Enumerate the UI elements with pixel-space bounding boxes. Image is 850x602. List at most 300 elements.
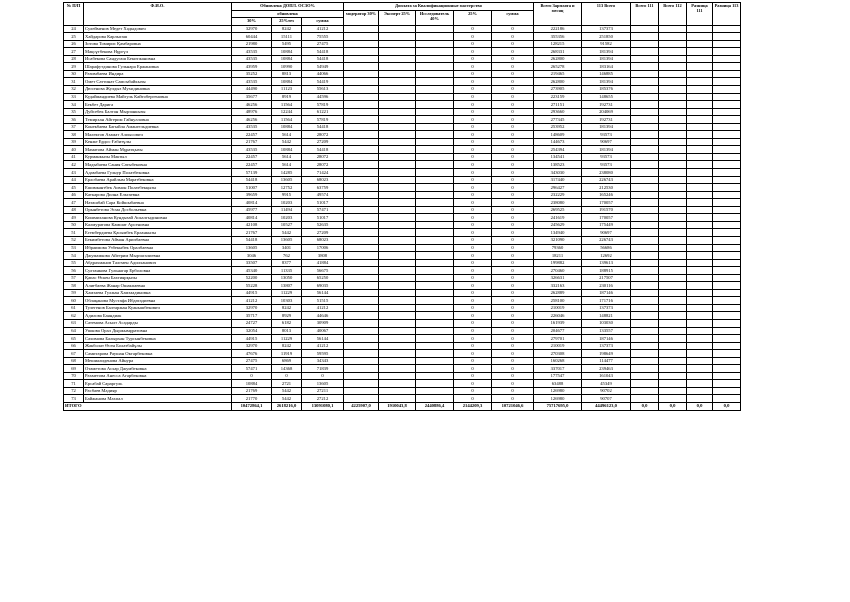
table-cell	[379, 327, 416, 335]
table-cell	[379, 229, 416, 237]
row-number: 61	[64, 304, 84, 312]
total-cell: 0,0	[713, 402, 741, 410]
table-row	[64, 282, 741, 290]
table-cell	[631, 297, 659, 305]
employee-name: Бекимбетова Айман Арипбаевна	[84, 236, 232, 244]
table-cell	[687, 252, 713, 260]
table-cell: 35252	[232, 70, 272, 78]
table-cell	[379, 387, 416, 395]
table-cell	[416, 304, 454, 312]
table-cell: 54418	[302, 55, 344, 63]
row-number: 63	[64, 319, 84, 327]
table-cell: 46256	[232, 101, 272, 109]
table-cell: 296427	[534, 184, 582, 192]
table-cell	[713, 319, 741, 327]
employee-name: Султанкова Гульнагар Ерболовна	[84, 267, 232, 275]
table-cell	[379, 191, 416, 199]
table-cell: 13605	[272, 176, 302, 184]
table-cell: 262800	[534, 78, 582, 86]
total-cell: 44496123,0	[582, 402, 631, 410]
table-cell	[344, 86, 379, 94]
table-cell: 0	[454, 236, 492, 244]
table-row	[64, 327, 741, 335]
table-cell	[713, 169, 741, 177]
table-cell: 188915	[582, 267, 631, 275]
table-cell: 332163	[534, 282, 582, 290]
table-cell: 133557	[582, 327, 631, 335]
table-cell	[631, 184, 659, 192]
employee-name: Курманкызы Мактыл	[84, 153, 232, 161]
table-cell	[344, 199, 379, 207]
table-cell: 69035	[302, 282, 344, 290]
table-cell	[687, 138, 713, 146]
table-cell	[713, 214, 741, 222]
table-cell	[379, 289, 416, 297]
table-cell: 0	[454, 229, 492, 237]
table-cell: 3808	[302, 252, 344, 260]
table-cell	[344, 108, 379, 116]
table-row	[64, 244, 741, 252]
table-cell: 245629	[534, 221, 582, 229]
header-expert: Эксперт 25%	[379, 10, 416, 25]
table-cell	[344, 372, 379, 380]
table-cell: 40067	[302, 327, 344, 335]
table-cell	[713, 282, 741, 290]
table-cell	[687, 350, 713, 358]
table-cell	[713, 25, 741, 33]
table-cell	[631, 252, 659, 260]
table-cell: 146885	[582, 70, 631, 78]
table-cell	[687, 25, 713, 33]
table-cell: 14368	[272, 365, 302, 373]
table-cell	[659, 40, 687, 48]
table-cell: 161939	[534, 319, 582, 327]
row-number: 48	[64, 206, 84, 214]
table-cell: 185376	[582, 86, 631, 94]
table-cell: 93573	[582, 161, 631, 169]
table-cell: 41212	[302, 342, 344, 350]
table-cell	[344, 387, 379, 395]
table-cell	[713, 236, 741, 244]
table-cell	[416, 350, 454, 358]
table-cell: 273905	[534, 86, 582, 94]
table-cell	[631, 33, 659, 41]
table-cell	[713, 380, 741, 388]
table-cell: 90707	[582, 395, 631, 403]
table-cell	[659, 387, 687, 395]
row-number: 36	[64, 116, 84, 124]
header-row-1	[64, 3, 741, 11]
table-cell: 0	[454, 86, 492, 94]
table-cell	[687, 274, 713, 282]
row-number: 49	[64, 214, 84, 222]
table-cell: 192731	[582, 101, 631, 109]
table-cell: 28072	[302, 161, 344, 169]
table-cell	[344, 78, 379, 86]
table-cell	[659, 274, 687, 282]
table-cell	[416, 101, 454, 109]
table-cell: 181394	[582, 78, 631, 86]
table-cell	[416, 93, 454, 101]
table-cell	[416, 70, 454, 78]
table-cell	[687, 335, 713, 343]
table-cell: 11335	[272, 267, 302, 275]
row-number: 72	[64, 387, 84, 395]
table-cell: 8929	[272, 312, 302, 320]
row-number: 55	[64, 259, 84, 267]
row-number: 67	[64, 350, 84, 358]
table-cell	[344, 350, 379, 358]
table-cell: 71424	[302, 169, 344, 177]
table-cell	[659, 116, 687, 124]
row-number: 66	[64, 342, 84, 350]
table-cell	[344, 153, 379, 161]
table-row	[64, 206, 741, 214]
table-row	[64, 199, 741, 207]
table-row	[64, 78, 741, 86]
table-cell	[344, 380, 379, 388]
table-row	[64, 350, 741, 358]
table-cell: 254394	[534, 146, 582, 154]
table-cell	[713, 161, 741, 169]
table-cell	[416, 123, 454, 131]
table-cell	[416, 274, 454, 282]
table-cell	[344, 289, 379, 297]
employee-name: Сахимова Балырхан Турсынбековна	[84, 335, 232, 343]
table-cell: 90697	[582, 229, 631, 237]
table-cell	[379, 101, 416, 109]
table-cell: 0	[302, 372, 344, 380]
table-cell	[631, 78, 659, 86]
table-cell: 22457	[232, 161, 272, 169]
table-cell: 51017	[302, 214, 344, 222]
table-row	[64, 335, 741, 343]
employee-name: Ушкова Орал Дыржымұратовна	[84, 327, 232, 335]
table-cell: 11229	[272, 335, 302, 343]
table-cell	[687, 78, 713, 86]
table-cell: 34343	[302, 357, 344, 365]
table-cell: 12244	[272, 108, 302, 116]
table-cell: 0	[232, 372, 272, 380]
table-cell	[379, 214, 416, 222]
table-cell: 57139	[232, 169, 272, 177]
table-cell	[344, 161, 379, 169]
row-number: 57	[64, 274, 84, 282]
table-cell: 134541	[534, 153, 582, 161]
table-cell: 187146	[582, 335, 631, 343]
table-cell: 54418	[302, 48, 344, 56]
table-cell	[416, 312, 454, 320]
table-cell	[416, 116, 454, 124]
table-cell: 22457	[232, 153, 272, 161]
table-cell: 40814	[232, 199, 272, 207]
table-cell	[416, 221, 454, 229]
table-cell: 32970	[232, 25, 272, 33]
table-cell: 137373	[582, 304, 631, 312]
table-cell: 0	[492, 342, 534, 350]
row-number: 62	[64, 312, 84, 320]
employee-name: Омет Саттинат Самсыбайкызы	[84, 78, 232, 86]
table-row	[64, 252, 741, 260]
table-cell: 0	[454, 184, 492, 192]
table-cell	[416, 244, 454, 252]
employee-name: Каткарова Дилна Ельтаевна	[84, 191, 232, 199]
table-cell	[631, 101, 659, 109]
table-cell: 0	[454, 146, 492, 154]
table-row	[64, 380, 741, 388]
table-cell	[659, 131, 687, 139]
row-number: 39	[64, 138, 84, 146]
table-cell	[687, 123, 713, 131]
table-cell	[416, 387, 454, 395]
table-cell	[687, 70, 713, 78]
table-row	[64, 274, 741, 282]
table-cell	[344, 274, 379, 282]
table-cell: 3401	[272, 244, 302, 252]
table-cell: 41212	[302, 25, 344, 33]
table-cell: 317440	[534, 176, 582, 184]
table-cell: 0	[454, 48, 492, 56]
table-cell: 51017	[302, 199, 344, 207]
table-cell: 187146	[582, 289, 631, 297]
table-cell: 32970	[232, 304, 272, 312]
table-cell	[379, 108, 416, 116]
total-cell: 2144209,3	[454, 402, 492, 410]
table-row	[64, 259, 741, 267]
table-cell	[659, 123, 687, 131]
table-cell	[416, 289, 454, 297]
row-number: 40	[64, 146, 84, 154]
table-cell	[631, 312, 659, 320]
employee-name: Тулегенов Балтаржан Куанышбекович	[84, 304, 232, 312]
table-cell	[713, 372, 741, 380]
table-cell	[344, 55, 379, 63]
table-cell	[687, 33, 713, 41]
total-cell: 0,0	[687, 402, 713, 410]
table-cell	[379, 312, 416, 320]
total-cell: 0,0	[631, 402, 659, 410]
table-cell	[379, 40, 416, 48]
total-cell: 13091080,1	[302, 402, 344, 410]
table-cell: 63759	[302, 184, 344, 192]
table-cell	[631, 229, 659, 237]
table-cell	[713, 146, 741, 154]
table-cell: 8242	[272, 342, 302, 350]
table-cell: 210019	[534, 304, 582, 312]
table-cell	[659, 335, 687, 343]
table-cell	[713, 78, 741, 86]
table-cell: 65250	[302, 274, 344, 282]
table-cell: 134940	[534, 229, 582, 237]
table-cell: 0	[454, 25, 492, 33]
table-cell	[344, 101, 379, 109]
table-cell: 170057	[582, 199, 631, 207]
header-pct25: 25%тез	[272, 18, 302, 26]
table-cell: 0	[454, 33, 492, 41]
table-cell: 8013	[272, 327, 302, 335]
table-cell: 56675	[302, 267, 344, 275]
table-cell: 199882	[534, 259, 582, 267]
table-cell: 177547	[534, 372, 582, 380]
row-number: 47	[64, 199, 84, 207]
table-cell: 0	[492, 214, 534, 222]
table-cell	[631, 327, 659, 335]
table-cell: 10884	[272, 146, 302, 154]
table-cell: 148609	[534, 131, 582, 139]
table-cell: 56686	[582, 244, 631, 252]
table-cell	[631, 131, 659, 139]
table-cell	[659, 138, 687, 146]
table-cell	[713, 357, 741, 365]
table-cell	[631, 319, 659, 327]
table-cell: 68023	[302, 236, 344, 244]
table-cell: 8242	[272, 304, 302, 312]
table-cell	[687, 365, 713, 373]
table-cell: 8813	[272, 70, 302, 78]
table-cell: 144673	[534, 138, 582, 146]
table-row	[64, 357, 741, 365]
table-cell: 60444	[232, 33, 272, 41]
table-cell	[659, 365, 687, 373]
table-cell: 238080	[582, 169, 631, 177]
table-cell	[659, 191, 687, 199]
row-number: 27	[64, 48, 84, 56]
table-cell	[713, 48, 741, 56]
table-cell: 170057	[582, 214, 631, 222]
table-cell: 0	[454, 259, 492, 267]
table-cell	[713, 221, 741, 229]
employee-name: Кенже Ердос Ғабитұлы	[84, 138, 232, 146]
table-cell: 0	[492, 184, 534, 192]
table-cell: 0	[454, 138, 492, 146]
table-cell	[344, 146, 379, 154]
table-cell: 0	[492, 380, 534, 388]
row-number: 53	[64, 244, 84, 252]
table-cell: 0	[492, 131, 534, 139]
table-cell	[713, 101, 741, 109]
table-cell	[659, 319, 687, 327]
table-cell: 30909	[302, 319, 344, 327]
table-cell: 0	[492, 387, 534, 395]
table-cell	[631, 40, 659, 48]
table-cell	[379, 274, 416, 282]
table-cell: 226743	[582, 176, 631, 184]
table-cell: 138523	[534, 161, 582, 169]
table-cell	[713, 304, 741, 312]
row-number: 54	[64, 252, 84, 260]
employee-name: Адилова Баяндиак	[84, 312, 232, 320]
table-cell	[713, 33, 741, 41]
table-row	[64, 319, 741, 327]
table-cell	[379, 304, 416, 312]
table-row	[64, 267, 741, 275]
row-number: 28	[64, 55, 84, 63]
table-cell: 54949	[302, 63, 344, 71]
table-cell: 10990	[272, 63, 302, 71]
table-cell	[631, 63, 659, 71]
table-cell	[687, 214, 713, 222]
table-cell: 222186	[534, 25, 582, 33]
table-cell: 11229	[272, 289, 302, 297]
table-cell: 114477	[582, 357, 631, 365]
table-cell: 0	[492, 123, 534, 131]
table-cell: 0	[454, 350, 492, 358]
table-cell: 90702	[582, 387, 631, 395]
table-cell	[631, 108, 659, 116]
table-cell: 51007	[232, 184, 272, 192]
table-cell	[687, 93, 713, 101]
table-cell	[379, 199, 416, 207]
table-cell: 0	[454, 63, 492, 71]
table-cell	[379, 153, 416, 161]
table-cell	[631, 350, 659, 358]
table-cell	[631, 387, 659, 395]
row-number: 56	[64, 267, 84, 275]
table-cell	[379, 206, 416, 214]
table-row	[64, 395, 741, 403]
table-cell	[416, 48, 454, 56]
table-cell	[713, 131, 741, 139]
table-cell	[659, 327, 687, 335]
table-cell: 0	[492, 48, 534, 56]
total-cell: 2618216,0	[272, 402, 302, 410]
table-cell: 10884	[272, 48, 302, 56]
table-cell: 0	[492, 70, 534, 78]
table-cell: 0	[492, 63, 534, 71]
employee-name: Дуйсебек Балтан Мырзанкызы	[84, 108, 232, 116]
table-cell	[687, 116, 713, 124]
table-cell: 45349	[582, 380, 631, 388]
table-cell	[631, 289, 659, 297]
header-g111: Всего 111	[631, 3, 659, 26]
table-cell	[416, 55, 454, 63]
table-cell: 0	[492, 395, 534, 403]
table-cell	[379, 146, 416, 154]
table-cell	[344, 138, 379, 146]
table-cell	[344, 357, 379, 365]
employee-name: Темирхан Айгерим Гайнулловна	[84, 116, 232, 124]
table-cell	[631, 335, 659, 343]
table-row	[64, 365, 741, 373]
table-cell	[713, 342, 741, 350]
table-cell: 13050	[272, 274, 302, 282]
employee-name: Жакболат Өсен Болатбайұлы	[84, 342, 232, 350]
table-cell: 14285	[272, 169, 302, 177]
table-cell	[713, 123, 741, 131]
table-cell: 21767	[232, 229, 272, 237]
table-cell	[659, 25, 687, 33]
employee-name: Дюсенова Жулдыз Мухидиновна	[84, 86, 232, 94]
table-cell	[379, 86, 416, 94]
employee-name: Рахметова Анесса Агарбековна	[84, 372, 232, 380]
table-cell	[687, 342, 713, 350]
table-cell	[687, 101, 713, 109]
table-cell	[344, 33, 379, 41]
table-cell: 0	[454, 357, 492, 365]
total-cell: 2440886,4	[416, 402, 454, 410]
table-cell	[687, 131, 713, 139]
table-cell: 0	[492, 244, 534, 252]
table-cell	[631, 93, 659, 101]
table-cell: 54418	[302, 146, 344, 154]
table-cell	[687, 259, 713, 267]
employee-name: Кишмиханова Кундызай Аскалгыдиновна	[84, 214, 232, 222]
table-row	[64, 48, 741, 56]
table-cell	[659, 236, 687, 244]
table-cell: 762	[272, 252, 302, 260]
table-cell: 0	[492, 153, 534, 161]
table-cell	[344, 116, 379, 124]
